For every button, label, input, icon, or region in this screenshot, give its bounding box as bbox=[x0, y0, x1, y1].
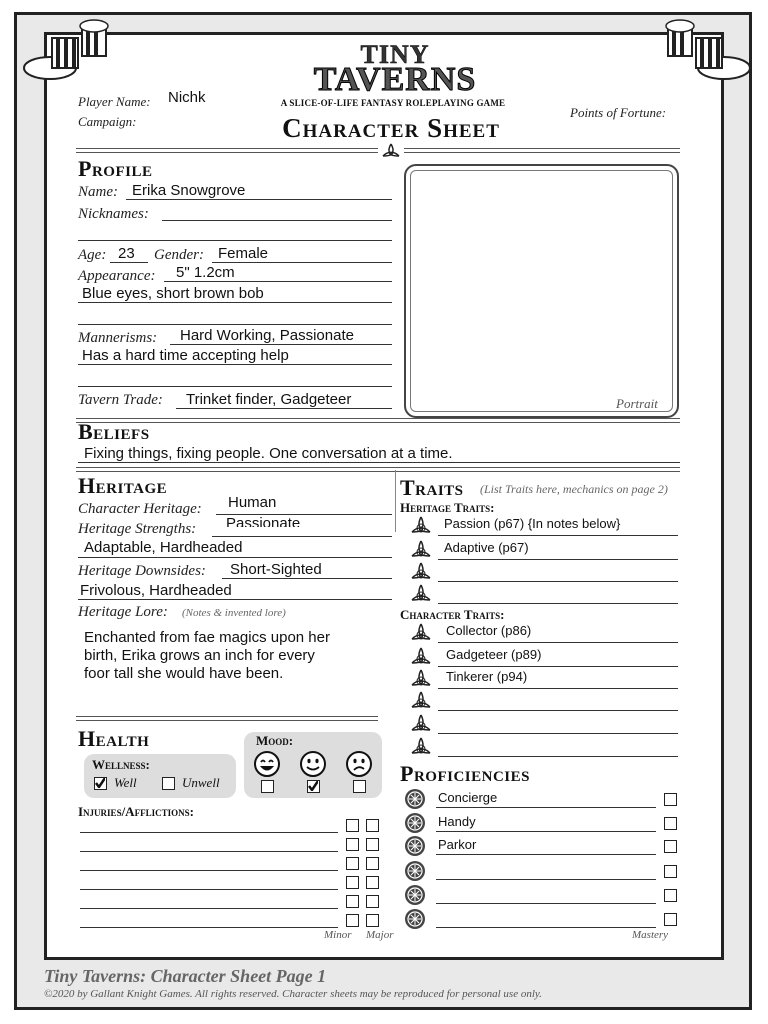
portrait-label: Portrait bbox=[616, 396, 658, 411]
major-checkbox[interactable] bbox=[366, 819, 379, 832]
tagline: A SLICE-OF-LIFE FANTASY ROLEPLAYING GAME bbox=[280, 98, 506, 108]
knot-icon bbox=[380, 142, 402, 160]
mastery-checkbox[interactable] bbox=[664, 865, 677, 878]
well-checkbox[interactable] bbox=[94, 777, 107, 790]
field-line bbox=[436, 903, 656, 904]
fortune-label: Points of Fortune: bbox=[570, 105, 667, 120]
lore-line-2[interactable]: birth, Erika grows an inch for every bbox=[84, 647, 315, 664]
footer-title: Tiny Taverns: Character Sheet Page 1 bbox=[44, 966, 327, 986]
player-name-value[interactable]: Nichk bbox=[168, 89, 206, 106]
proficiency-emblem-icon bbox=[404, 908, 426, 930]
field-line bbox=[438, 710, 678, 711]
strengths-value-2[interactable]: Adaptable, Hardheaded bbox=[84, 539, 243, 556]
tankard-icon bbox=[22, 18, 118, 82]
field-line bbox=[170, 344, 392, 345]
portrait-box[interactable] bbox=[404, 164, 679, 418]
mood-neutral-checkbox[interactable] bbox=[307, 780, 320, 793]
field-line bbox=[438, 688, 678, 689]
field-line bbox=[78, 302, 392, 303]
minor-checkbox[interactable] bbox=[346, 914, 359, 927]
injury-line[interactable] bbox=[80, 927, 338, 928]
minor-checkbox[interactable] bbox=[346, 819, 359, 832]
field-line bbox=[436, 879, 656, 880]
field-line bbox=[176, 408, 392, 409]
field-line bbox=[436, 831, 656, 832]
injury-line[interactable] bbox=[80, 851, 338, 852]
injury-line[interactable] bbox=[80, 889, 338, 890]
proficiency-emblem-icon bbox=[404, 812, 426, 834]
proficiency-emblem-icon bbox=[404, 884, 426, 906]
field-line bbox=[438, 733, 678, 734]
mood-happy-checkbox[interactable] bbox=[261, 780, 274, 793]
divider bbox=[404, 148, 680, 153]
knot-icon bbox=[410, 713, 432, 735]
heritage-traits-heading: Heritage Traits: bbox=[400, 500, 495, 515]
profile-heading: Profile bbox=[78, 156, 153, 181]
knot-icon bbox=[410, 690, 432, 712]
strengths-label: Heritage Strengths: bbox=[78, 521, 197, 537]
minor-checkbox[interactable] bbox=[346, 838, 359, 851]
campaign-label: Campaign: bbox=[78, 114, 137, 129]
unwell-checkbox[interactable] bbox=[162, 777, 175, 790]
major-checkbox[interactable] bbox=[366, 895, 379, 908]
nicknames-label: Nicknames: bbox=[78, 206, 149, 222]
field-line bbox=[438, 603, 678, 604]
field-line bbox=[164, 281, 392, 282]
knot-icon bbox=[410, 622, 432, 644]
major-checkbox[interactable] bbox=[366, 857, 379, 870]
major-checkbox[interactable] bbox=[366, 876, 379, 889]
injury-line[interactable] bbox=[80, 832, 338, 833]
field-line bbox=[78, 599, 392, 600]
trade-label: Tavern Trade: bbox=[78, 392, 163, 408]
neutral-face-icon bbox=[298, 750, 328, 778]
copyright: ©2020 by Gallant Knight Games. All rights reserved. Character sheets may be reproduced for personal use only. bbox=[44, 988, 542, 1000]
proficiency-text[interactable]: Parkor bbox=[438, 837, 477, 852]
appearance-label: Appearance: bbox=[78, 268, 156, 284]
field-line bbox=[212, 536, 392, 537]
field-line bbox=[436, 854, 656, 855]
traits-heading: Traits bbox=[400, 475, 464, 500]
mannerisms-value[interactable]: Hard Working, Passionate bbox=[180, 327, 354, 344]
major-checkbox[interactable] bbox=[366, 914, 379, 927]
trait-text[interactable]: Passion (p67) {In notes below} bbox=[444, 516, 621, 531]
major-checkbox[interactable] bbox=[366, 838, 379, 851]
field-line bbox=[126, 199, 392, 200]
field-line bbox=[78, 324, 392, 325]
field-line bbox=[78, 557, 392, 558]
field-line bbox=[436, 927, 656, 928]
knot-icon bbox=[410, 583, 432, 605]
wellness-heading: Wellness: bbox=[92, 757, 150, 772]
field-line bbox=[438, 666, 678, 667]
happy-face-icon bbox=[252, 750, 282, 778]
mastery-checkbox[interactable] bbox=[664, 889, 677, 902]
proficiency-emblem-icon bbox=[404, 860, 426, 882]
proficiency-text[interactable]: Concierge bbox=[438, 790, 498, 805]
name-label: Name: bbox=[78, 184, 118, 200]
proficiency-emblem-icon bbox=[404, 788, 426, 810]
mastery-checkbox[interactable] bbox=[664, 817, 677, 830]
traits-note: (List Traits here, mechanics on page 2) bbox=[480, 482, 668, 496]
sheet-title: Character Sheet bbox=[282, 113, 500, 143]
mastery-checkbox[interactable] bbox=[664, 913, 677, 926]
field-line bbox=[78, 364, 392, 365]
field-line bbox=[438, 756, 678, 757]
field-line bbox=[212, 262, 392, 263]
divider bbox=[76, 148, 378, 153]
field-line bbox=[222, 578, 392, 579]
field-line bbox=[78, 386, 392, 387]
trade-value[interactable]: Trinket finder, Gadgeteer bbox=[186, 391, 352, 408]
trait-text[interactable]: Adaptive (p67) bbox=[444, 540, 529, 555]
player-name-label: Player Name: bbox=[78, 94, 151, 109]
character-heritage-value[interactable]: Human bbox=[228, 494, 277, 511]
appearance-value-2[interactable]: Blue eyes, short brown bob bbox=[82, 285, 264, 302]
major-label: Major bbox=[366, 929, 394, 941]
minor-checkbox[interactable] bbox=[346, 876, 359, 889]
field-line bbox=[438, 535, 678, 536]
mastery-checkbox[interactable] bbox=[664, 793, 677, 806]
field-line bbox=[438, 642, 678, 643]
sad-face-icon bbox=[344, 750, 374, 778]
strengths-value[interactable]: Passionate bbox=[226, 515, 301, 527]
mood-heading: Mood: bbox=[256, 733, 294, 748]
lore-line-3[interactable]: foor tall she would have been. bbox=[84, 665, 284, 682]
age-value[interactable]: 23 bbox=[118, 245, 135, 262]
proficiency-emblem-icon bbox=[404, 835, 426, 857]
trait-text[interactable]: Gadgeteer (p89) bbox=[446, 647, 542, 662]
proficiency-text[interactable]: Handy bbox=[438, 814, 476, 829]
divider bbox=[76, 467, 680, 472]
trait-text[interactable]: Collector (p86) bbox=[446, 623, 532, 638]
tankard-icon bbox=[656, 18, 752, 82]
mastery-checkbox[interactable] bbox=[664, 840, 677, 853]
field-line bbox=[78, 462, 680, 463]
mannerisms-label: Mannerisms: bbox=[78, 330, 158, 346]
proficiencies-heading: Proficiencies bbox=[400, 761, 530, 786]
unwell-label: Unwell bbox=[182, 775, 220, 790]
lore-note: (Notes & invented lore) bbox=[182, 607, 286, 619]
gender-value[interactable]: Female bbox=[218, 245, 269, 262]
field-line bbox=[438, 581, 678, 582]
knot-icon bbox=[410, 736, 432, 758]
downsides-value[interactable]: Short-Sighted bbox=[230, 561, 322, 578]
heritage-heading: Heritage bbox=[78, 473, 168, 498]
knot-icon bbox=[410, 668, 432, 690]
name-value[interactable]: Erika Snowgrove bbox=[132, 182, 246, 199]
knot-icon bbox=[410, 539, 432, 561]
logo-main: TAVERNS bbox=[313, 61, 477, 98]
knot-icon bbox=[410, 646, 432, 668]
knot-icon bbox=[410, 515, 432, 537]
health-heading: Health bbox=[78, 726, 150, 751]
knot-icon bbox=[410, 561, 432, 583]
beliefs-heading: Beliefs bbox=[78, 419, 150, 444]
well-label: Well bbox=[114, 775, 137, 790]
appearance-value[interactable]: 5" 1.2cm bbox=[176, 264, 235, 281]
trait-text[interactable]: Tinkerer (p94) bbox=[446, 669, 528, 684]
gender-label: Gender: bbox=[154, 247, 204, 263]
beliefs-value[interactable]: Fixing things, fixing people. One conversation at a time. bbox=[84, 445, 453, 462]
divider bbox=[76, 418, 680, 423]
downsides-value-2[interactable]: Frivolous, Hardheaded bbox=[80, 582, 232, 599]
injury-line[interactable] bbox=[80, 908, 338, 909]
minor-checkbox[interactable] bbox=[346, 895, 359, 908]
injuries-heading: Injuries/Afflictions: bbox=[78, 804, 194, 819]
field-line bbox=[438, 559, 678, 560]
lore-line-1[interactable]: Enchanted from fae magics upon her bbox=[84, 629, 330, 646]
mood-sad-checkbox[interactable] bbox=[353, 780, 366, 793]
field-line bbox=[110, 262, 148, 263]
injury-line[interactable] bbox=[80, 870, 338, 871]
downsides-label: Heritage Downsides: bbox=[78, 563, 206, 579]
minor-label: Minor bbox=[324, 929, 352, 941]
minor-checkbox[interactable] bbox=[346, 857, 359, 870]
divider bbox=[76, 716, 378, 721]
lore-label: Heritage Lore: bbox=[78, 604, 168, 620]
character-traits-heading: Character Traits: bbox=[400, 607, 505, 622]
field-line bbox=[162, 220, 392, 221]
age-label: Age: bbox=[78, 247, 107, 263]
field-line bbox=[436, 807, 656, 808]
field-line bbox=[78, 240, 392, 241]
character-heritage-label: Character Heritage: bbox=[78, 501, 202, 517]
logo-top: TINY bbox=[360, 40, 430, 69]
mastery-label: Mastery bbox=[632, 929, 669, 941]
mannerisms-value-2[interactable]: Has a hard time accepting help bbox=[82, 347, 289, 364]
column-divider bbox=[395, 470, 396, 532]
